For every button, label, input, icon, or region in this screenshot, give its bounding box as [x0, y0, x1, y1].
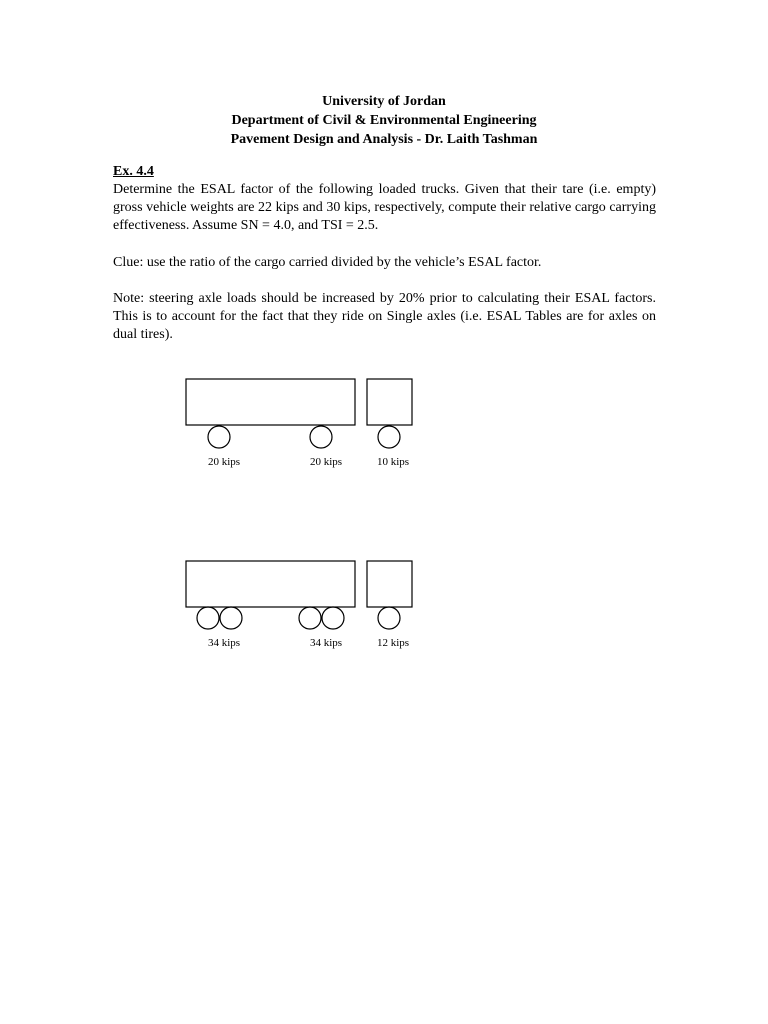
- department-name: Department of Civil & Environmental Engineering: [231, 113, 537, 128]
- truck-1-diagram: [186, 379, 412, 468]
- truck-1-steering-wheel: [378, 426, 400, 448]
- course-title: Pavement Design and Analysis - Dr. Laith Tashman: [230, 132, 538, 147]
- truck-2-trailer-body: [186, 561, 355, 607]
- exercise-title: Ex. 4.4: [113, 164, 154, 179]
- truck-2-middle-axle-load: 34 kips: [309, 637, 343, 649]
- exercise-paragraph-note: Note: steering axle loads should be increased by 20% prior to calculating their ESAL factors. This is to account for the fact that they ride on Single axles (i.e. ESAL Tables are for axles on dual tires).: [113, 291, 656, 342]
- truck-2-cab: [367, 561, 412, 607]
- truck-2-rear-tandem-wheel-a: [197, 607, 219, 629]
- truck-1-steering-axle-load: 10 kips: [376, 456, 410, 468]
- truck-1-rear-axle-load: 20 kips: [207, 456, 241, 468]
- truck-2-rear-axle-load: 34 kips: [207, 637, 241, 649]
- truck-2-rear-tandem-wheel-b: [220, 607, 242, 629]
- exercise-paragraph-clue: Clue: use the ratio of the cargo carried divided by the vehicle’s ESAL factor.: [113, 255, 542, 270]
- truck-1-middle-axle-load: 20 kips: [309, 456, 343, 468]
- university-name: University of Jordan: [322, 94, 446, 109]
- truck-1-middle-wheel: [310, 426, 332, 448]
- truck-2-middle-tandem-wheel-a: [299, 607, 321, 629]
- exercise-paragraph-problem: Determine the ESAL factor of the following loaded trucks. Given that their tare (i.e. empty) gross vehicle weights are 22 kips and 30 kips, respectively, compute their relative cargo carrying effectiveness. Assume SN = 4.0, and TSI = 2.5.: [113, 182, 656, 233]
- truck-1-cab: [367, 379, 412, 425]
- truck-2-diagram: [186, 561, 412, 649]
- truck-1-rear-wheel: [208, 426, 230, 448]
- truck-2-steering-axle-load: 12 kips: [376, 637, 410, 649]
- truck-2-steering-wheel: [378, 607, 400, 629]
- truck-1-trailer-body: [186, 379, 355, 425]
- truck-2-middle-tandem-wheel-b: [322, 607, 344, 629]
